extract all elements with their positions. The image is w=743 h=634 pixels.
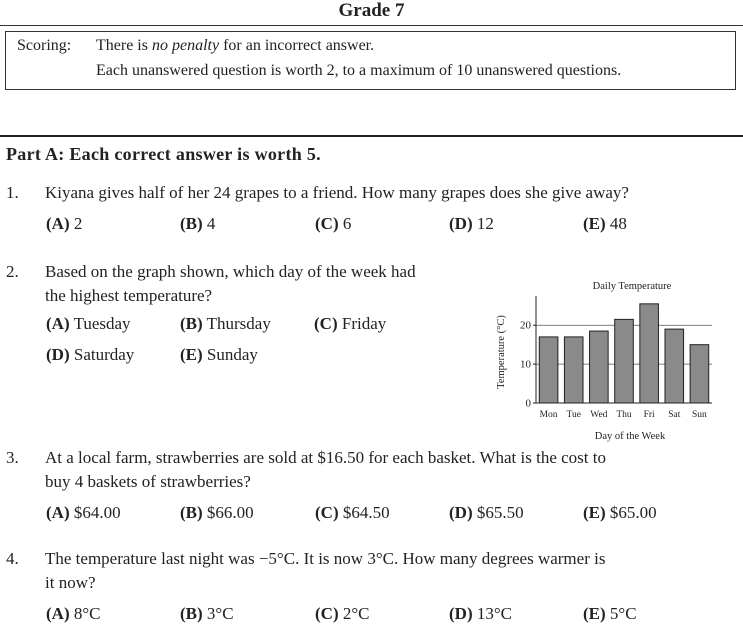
option-d[interactable]: (D) Saturday [46,345,135,364]
scoring-label: Scoring: [17,37,72,54]
chart-bar [590,331,609,403]
option-a[interactable]: (A) 2 [46,214,83,233]
chart-bar [690,345,709,403]
chart-y-tick-label: 20 [520,319,531,332]
option-c[interactable]: (C) 6 [315,214,352,233]
chart-bar [640,304,659,403]
chart-x-tick-label: Sat [668,410,681,420]
chart-y-axis-label: Temperature (°C) [496,315,507,389]
question-text-line-1: At a local farm, strawberries are sold at $16.50 for each basket. What is the cost to [45,448,606,467]
option-a[interactable]: (A) $64.00 [46,503,121,522]
chart-svg [488,276,723,446]
option-e[interactable]: (E) 48 [583,214,627,233]
option-a[interactable]: (A) 8°C [46,604,101,623]
question-text-line-2: the highest temperature? [45,286,213,305]
option-b[interactable]: (B) Thursday [180,314,271,333]
section-divider [0,135,743,137]
chart-x-axis-label: Day of the Week [594,431,666,442]
chart-y-tick-label: 10 [520,358,531,371]
option-d[interactable]: (D) 13°C [449,604,512,623]
chart-x-tick-label: Thu [616,410,632,420]
option-b[interactable]: (B) 4 [180,214,216,233]
chart-bar [564,337,583,403]
chart-bars [539,304,708,403]
chart-x-tick-label: Mon [539,410,558,420]
option-e[interactable]: (E) Sunday [180,345,258,364]
option-e[interactable]: (E) $65.00 [583,503,657,522]
chart-x-tick-label: Tue [566,410,581,420]
option-d[interactable]: (D) $65.50 [449,503,524,522]
part-a-heading: Part A: Each correct answer is worth 5. [6,144,321,164]
grade-title: Grade 7 [338,0,405,21]
question-text-line-1: Based on the graph shown, which day of the week had [45,262,416,281]
question-text-line-1: The temperature last night was −5°C. It is now 3°C. How many degrees warmer is [45,549,606,568]
option-b[interactable]: (B) 3°C [180,604,234,623]
chart-bar [615,319,634,403]
question-number: 4. [6,549,19,568]
chart-bar [665,329,684,403]
option-b[interactable]: (B) $66.00 [180,503,254,522]
option-c[interactable]: (C) $64.50 [315,503,390,522]
option-e[interactable]: (E) 5°C [583,604,637,623]
question-text-line-2: it now? [45,573,96,592]
option-c[interactable]: (C) 2°C [315,604,370,623]
chart-x-tick-label: Fri [643,410,655,420]
question-number: 3. [6,448,19,467]
option-a[interactable]: (A) Tuesday [46,314,131,333]
chart-y-ticks [520,320,536,410]
chart-x-tick-label: Wed [590,410,608,420]
scoring-line-1: There is no penalty for an incorrect answer. [96,37,375,54]
question-number: 1. [6,183,19,202]
question-text: Kiyana gives half of her 24 grapes to a friend. How many grapes does she give away? [45,183,629,202]
header-rule [0,25,743,26]
question-number: 2. [6,262,19,281]
chart-bar [539,337,558,403]
chart-y-tick-label: 0 [525,397,531,410]
temperature-chart [488,276,723,451]
option-d[interactable]: (D) 12 [449,214,494,233]
chart-title: Daily Temperature [592,281,672,292]
chart-x-ticks [540,410,707,420]
option-c[interactable]: (C) Friday [314,314,387,333]
scoring-line-2: Each unanswered question is worth 2, to a maximum of 10 unanswered questions. [96,62,622,79]
chart-x-tick-label: Sun [692,410,707,420]
question-text-line-2: buy 4 baskets of strawberries? [45,472,251,491]
